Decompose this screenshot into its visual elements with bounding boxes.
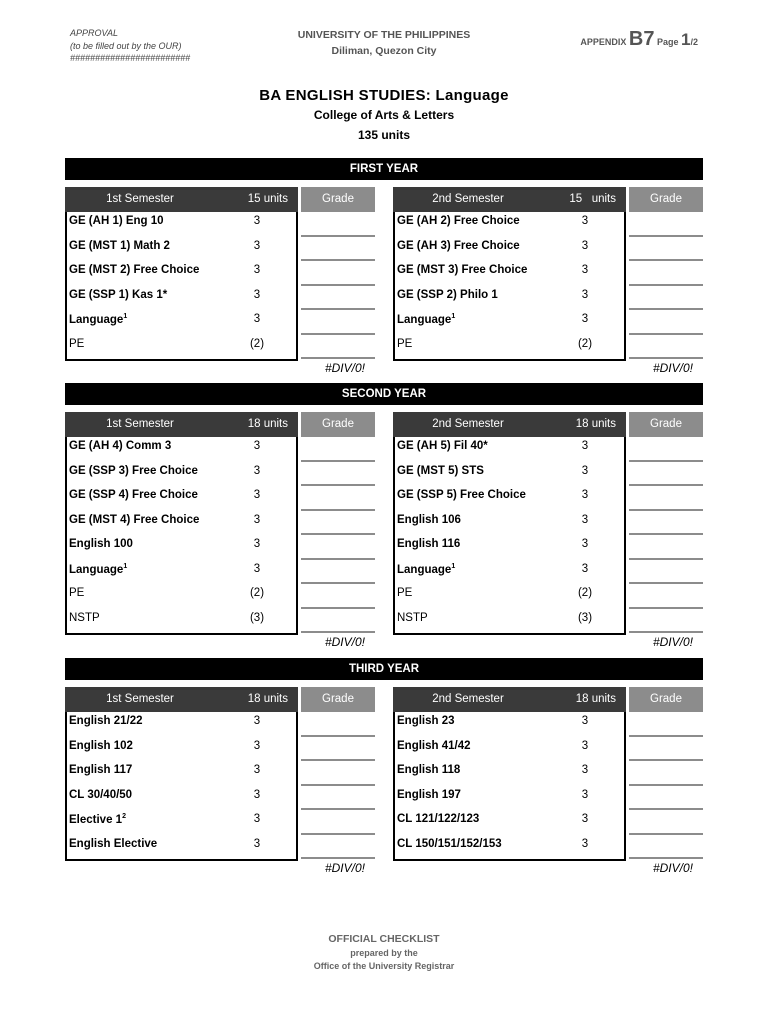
grade-input-line[interactable] xyxy=(301,786,375,811)
course-row xyxy=(395,310,624,335)
course-row xyxy=(67,462,296,487)
footnote-marker: 1 xyxy=(123,313,128,320)
course-units: 3 xyxy=(253,562,261,575)
grade-input-line[interactable] xyxy=(301,335,375,360)
course-name xyxy=(69,789,132,801)
grade-input-line[interactable] xyxy=(301,835,375,860)
semester-units: 18 units xyxy=(575,418,616,430)
footnote-marker: 2 xyxy=(122,813,126,820)
semester-header xyxy=(65,187,298,212)
course-row xyxy=(67,237,296,262)
course-name-text: CL 30/40/50 xyxy=(69,788,133,801)
course-name xyxy=(69,313,127,326)
grade-input-line[interactable] xyxy=(629,212,703,237)
course-name xyxy=(69,264,199,276)
course-name xyxy=(69,514,199,526)
campus-name: Diliman, Quezon City xyxy=(331,45,437,57)
course-name xyxy=(69,740,133,752)
course-row xyxy=(395,486,624,511)
course-name-text: GE (AH 2) Free Choice xyxy=(397,215,520,227)
grade-input-line[interactable] xyxy=(629,786,703,811)
course-units: 3 xyxy=(581,739,589,752)
course-name-text: Language xyxy=(397,313,452,326)
grade-input-line[interactable] xyxy=(629,437,703,462)
approval-hash: ######################## xyxy=(70,53,191,63)
grade-header: Grade xyxy=(301,412,375,437)
course-name-text: GE (MST 2) Free Choice xyxy=(69,264,200,276)
year-section xyxy=(65,158,703,375)
course-row xyxy=(67,786,296,811)
grade-header: Grade xyxy=(629,412,703,437)
course-units: 3 xyxy=(581,538,589,550)
course-name xyxy=(69,440,171,452)
semester-units: 15 units xyxy=(569,193,616,205)
grade-input-line[interactable] xyxy=(301,609,375,634)
course-units: 3 xyxy=(253,788,261,801)
year-section xyxy=(65,658,703,875)
course-name-text: GE (MST 5) STS xyxy=(397,464,484,477)
grade-input-line[interactable] xyxy=(629,462,703,487)
course-units: 3 xyxy=(253,464,261,477)
course-name-text: GE (SSP 4) Free Choice xyxy=(69,489,198,501)
course-name xyxy=(397,264,527,276)
course-name xyxy=(69,764,132,776)
course-units: (2) xyxy=(577,337,593,350)
course-row xyxy=(67,584,296,609)
course-units: (2) xyxy=(577,587,593,599)
course-row xyxy=(67,835,296,860)
course-name xyxy=(69,215,164,227)
appendix-text: APPENDIX xyxy=(580,37,627,47)
course-row xyxy=(67,437,296,462)
course-units: 3 xyxy=(253,215,261,227)
course-name-text: GE (SSP 2) Philo 1 xyxy=(397,288,498,301)
course-row xyxy=(395,261,624,286)
course-name xyxy=(397,838,502,850)
course-units: 3 xyxy=(581,239,589,252)
footer xyxy=(0,932,768,973)
university-header xyxy=(234,27,534,59)
course-row xyxy=(395,810,624,835)
course-units: 3 xyxy=(581,513,589,526)
course-name xyxy=(69,838,157,850)
course-name-text: Language xyxy=(69,563,124,576)
course-name-text: GE (SSP 3) Free Choice xyxy=(69,464,198,477)
course-name xyxy=(397,338,412,350)
course-name-text: English 102 xyxy=(69,739,133,752)
grade-column xyxy=(301,212,375,359)
footer-title: OFFICIAL CHECKLIST xyxy=(328,933,440,945)
course-units: 3 xyxy=(581,288,589,301)
course-row xyxy=(67,712,296,737)
course-units: 3 xyxy=(253,489,261,501)
course-name xyxy=(397,715,455,727)
course-name xyxy=(69,240,170,252)
grade-header: Grade xyxy=(629,187,703,212)
college-title: College of Arts & Letters xyxy=(313,108,455,122)
semester-header xyxy=(393,187,626,212)
grade-input-line[interactable] xyxy=(301,737,375,762)
course-name-text: GE (AH 3) Free Choice xyxy=(397,239,520,252)
course-row xyxy=(395,712,624,737)
course-units: 3 xyxy=(253,715,261,727)
course-name-text: English 116 xyxy=(397,538,461,550)
course-row xyxy=(67,212,296,237)
course-name xyxy=(397,563,455,576)
course-name xyxy=(397,465,484,477)
course-name xyxy=(397,538,460,550)
course-row xyxy=(395,584,624,609)
grade-input-line[interactable] xyxy=(629,737,703,762)
grade-header: Grade xyxy=(629,687,703,712)
course-row xyxy=(395,786,624,811)
course-units: (3) xyxy=(577,611,593,624)
course-name-text: PE xyxy=(69,587,85,599)
course-row xyxy=(395,535,624,560)
course-name xyxy=(69,538,133,550)
course-name-text: CL 150/151/152/153 xyxy=(397,837,502,850)
course-units: 3 xyxy=(581,837,589,850)
semester-name: 1st Semester xyxy=(106,193,174,205)
program-title: BA ENGLISH STUDIES: Language xyxy=(259,87,509,104)
grade-input-line[interactable] xyxy=(301,310,375,335)
grade-input-line[interactable] xyxy=(629,712,703,737)
course-units: 3 xyxy=(253,538,261,550)
grade-input-line[interactable] xyxy=(301,761,375,786)
course-name xyxy=(69,465,198,477)
grade-input-line[interactable] xyxy=(629,286,703,311)
semester-name: 1st Semester xyxy=(106,693,174,705)
page-label: Page xyxy=(656,37,679,47)
course-name-text: GE (SSP 1) Kas 1* xyxy=(69,288,168,301)
course-name xyxy=(69,612,100,624)
course-name xyxy=(397,612,428,624)
grade-input-line[interactable] xyxy=(301,810,375,835)
course-units: 3 xyxy=(253,764,261,776)
course-name-text: PE xyxy=(69,337,85,350)
course-units: 3 xyxy=(581,715,589,727)
course-row xyxy=(67,261,296,286)
semester-gwa: #DIV/0! xyxy=(652,861,693,875)
course-name-text: English 100 xyxy=(69,538,133,550)
course-row xyxy=(395,437,624,462)
grade-input-line[interactable] xyxy=(301,535,375,560)
grade-input-line[interactable] xyxy=(301,584,375,609)
course-row xyxy=(67,310,296,335)
course-list xyxy=(393,212,626,361)
course-list xyxy=(65,437,298,635)
grade-column xyxy=(629,437,703,633)
grade-input-line[interactable] xyxy=(629,261,703,286)
grade-input-line[interactable] xyxy=(301,261,375,286)
course-name xyxy=(397,215,520,227)
course-row xyxy=(395,212,624,237)
grade-input-line[interactable] xyxy=(301,712,375,737)
course-name xyxy=(397,789,461,801)
course-name xyxy=(69,715,143,727)
approval-label: APPROVAL xyxy=(70,28,119,38)
grade-input-line[interactable] xyxy=(629,835,703,860)
semester-gwa: #DIV/0! xyxy=(324,361,365,375)
course-name-text: NSTP xyxy=(69,611,100,624)
course-row xyxy=(67,810,296,835)
course-name-text: English Elective xyxy=(69,837,158,850)
course-units: 3 xyxy=(253,288,261,301)
course-name-text: CL 121/122/123 xyxy=(397,813,480,825)
course-row xyxy=(395,335,624,360)
course-name xyxy=(397,813,479,825)
course-row xyxy=(395,237,624,262)
semester-name: 1st Semester xyxy=(106,418,174,430)
course-row xyxy=(67,560,296,585)
university-name: UNIVERSITY OF THE PHILIPPINES xyxy=(297,29,471,41)
footer-prepared: prepared by the xyxy=(350,948,418,958)
course-name xyxy=(397,313,455,326)
grade-header: Grade xyxy=(301,687,375,712)
grade-input-line[interactable] xyxy=(629,310,703,335)
course-name xyxy=(69,563,127,576)
course-name-text: English 197 xyxy=(397,788,461,801)
course-name-text: Language xyxy=(69,313,124,326)
course-name xyxy=(397,289,498,301)
semester-units: 18 units xyxy=(247,418,288,430)
course-units: (2) xyxy=(249,587,265,599)
semester-header xyxy=(65,412,298,437)
course-name-text: Elective 1 xyxy=(69,813,123,826)
grade-column xyxy=(301,712,375,859)
course-units: 3 xyxy=(581,562,589,575)
footnote-marker: 1 xyxy=(123,562,128,570)
course-row xyxy=(67,737,296,762)
year-title: SECOND YEAR xyxy=(65,383,703,405)
course-name-text: GE (AH 4) Comm 3 xyxy=(69,440,172,452)
course-name xyxy=(397,764,460,776)
course-name xyxy=(397,489,526,501)
grade-input-line[interactable] xyxy=(301,511,375,536)
course-name-text: GE (AH 5) Fil 40* xyxy=(397,440,488,452)
course-name xyxy=(69,489,198,501)
grade-column xyxy=(629,212,703,359)
course-row xyxy=(395,737,624,762)
course-name-text: GE (SSP 5) Free Choice xyxy=(397,489,526,501)
course-row xyxy=(67,486,296,511)
course-row xyxy=(395,286,624,311)
course-units: 3 xyxy=(253,264,261,276)
page-number: 1 xyxy=(681,30,691,49)
course-units: 3 xyxy=(581,788,589,801)
course-units: 3 xyxy=(581,440,589,452)
course-row xyxy=(67,335,296,360)
course-units: 3 xyxy=(253,313,261,325)
course-row xyxy=(395,511,624,536)
appendix-code: B7 xyxy=(628,28,655,50)
course-units: 3 xyxy=(581,464,589,477)
course-units: 3 xyxy=(253,239,261,252)
course-list xyxy=(65,212,298,361)
course-list xyxy=(65,712,298,861)
grade-input-line[interactable] xyxy=(301,237,375,262)
grade-input-line[interactable] xyxy=(629,584,703,609)
course-name-text: GE (AH 1) Eng 10 xyxy=(69,215,164,227)
course-name-text: GE (MST 4) Free Choice xyxy=(69,513,200,526)
grade-input-line[interactable] xyxy=(301,462,375,487)
grade-input-line[interactable] xyxy=(629,237,703,262)
course-units: 3 xyxy=(253,440,261,452)
course-row xyxy=(395,761,624,786)
grade-input-line[interactable] xyxy=(629,810,703,835)
semester-header xyxy=(393,687,626,712)
total-units: 135 units xyxy=(357,128,411,142)
course-units: (2) xyxy=(249,337,265,350)
grade-header: Grade xyxy=(301,187,375,212)
grade-input-line[interactable] xyxy=(301,486,375,511)
semester-units: 18 units xyxy=(575,693,616,705)
semester-units: 18 units xyxy=(247,693,288,705)
course-name xyxy=(69,289,167,301)
course-name xyxy=(397,587,412,599)
course-name xyxy=(69,587,84,599)
course-name xyxy=(69,813,126,826)
course-units: 3 xyxy=(581,764,589,776)
course-row xyxy=(67,609,296,634)
document-title xyxy=(0,86,768,145)
course-row xyxy=(67,286,296,311)
grade-column xyxy=(301,437,375,633)
course-units: 3 xyxy=(253,513,261,526)
course-units: 3 xyxy=(581,313,589,325)
course-name-text: PE xyxy=(397,337,413,350)
grade-input-line[interactable] xyxy=(629,511,703,536)
course-name-text: English 41/42 xyxy=(397,739,471,752)
course-name-text: NSTP xyxy=(397,611,428,624)
course-units: (3) xyxy=(249,611,265,624)
year-title: THIRD YEAR xyxy=(65,658,703,680)
semester-gwa: #DIV/0! xyxy=(324,861,365,875)
course-row xyxy=(67,761,296,786)
course-row xyxy=(67,511,296,536)
semester-gwa: #DIV/0! xyxy=(652,635,693,649)
grade-input-line[interactable] xyxy=(629,335,703,360)
grade-input-line[interactable] xyxy=(629,761,703,786)
grade-input-line[interactable] xyxy=(301,212,375,237)
course-name-text: English 106 xyxy=(397,513,461,526)
grade-input-line[interactable] xyxy=(629,486,703,511)
course-name-text: English 117 xyxy=(69,764,133,776)
grade-input-line[interactable] xyxy=(301,286,375,311)
course-name xyxy=(69,338,84,350)
course-name-text: English 118 xyxy=(397,764,461,776)
grade-input-line[interactable] xyxy=(301,560,375,585)
course-name-text: GE (MST 3) Free Choice xyxy=(397,264,528,276)
course-row xyxy=(395,560,624,585)
footer-office: Office of the University Registrar xyxy=(313,961,455,971)
course-units: 3 xyxy=(253,739,261,752)
semester-header xyxy=(65,687,298,712)
semester-name: 2nd Semester xyxy=(432,193,504,205)
course-name xyxy=(397,440,488,452)
course-row xyxy=(395,609,624,634)
grade-input-line[interactable] xyxy=(629,535,703,560)
course-name-text: Language xyxy=(397,563,452,576)
course-name-text: GE (MST 1) Math 2 xyxy=(69,239,170,252)
footnote-marker: 1 xyxy=(451,562,456,570)
page-total: /2 xyxy=(690,37,698,47)
grade-input-line[interactable] xyxy=(301,437,375,462)
course-name-text: PE xyxy=(397,587,413,599)
course-name-text: English 23 xyxy=(397,715,455,727)
approval-note: (to be filled out by the OUR) xyxy=(70,40,182,51)
course-row xyxy=(67,535,296,560)
footnote-marker: 1 xyxy=(451,313,456,320)
course-row xyxy=(395,462,624,487)
course-name xyxy=(397,240,520,252)
year-title: FIRST YEAR xyxy=(65,158,703,180)
course-units: 3 xyxy=(581,215,589,227)
grade-input-line[interactable] xyxy=(629,609,703,634)
semester-name: 2nd Semester xyxy=(432,693,504,705)
grade-input-line[interactable] xyxy=(629,560,703,585)
course-units: 3 xyxy=(253,837,261,850)
course-list xyxy=(393,437,626,635)
year-section xyxy=(65,383,703,649)
course-units: 3 xyxy=(581,489,589,501)
semester-gwa: #DIV/0! xyxy=(652,361,693,375)
semester-name: 2nd Semester xyxy=(432,418,504,430)
grade-column xyxy=(629,712,703,859)
semester-units: 15 units xyxy=(247,193,288,205)
course-units: 3 xyxy=(253,813,261,825)
appendix-label xyxy=(580,28,698,51)
course-row xyxy=(395,835,624,860)
course-list xyxy=(393,712,626,861)
semester-header xyxy=(393,412,626,437)
semester-gwa: #DIV/0! xyxy=(324,635,365,649)
course-name xyxy=(397,514,461,526)
course-name-text: English 21/22 xyxy=(69,715,143,727)
approval-block xyxy=(70,27,190,65)
course-units: 3 xyxy=(581,813,589,825)
course-units: 3 xyxy=(581,264,589,276)
course-name xyxy=(397,740,471,752)
